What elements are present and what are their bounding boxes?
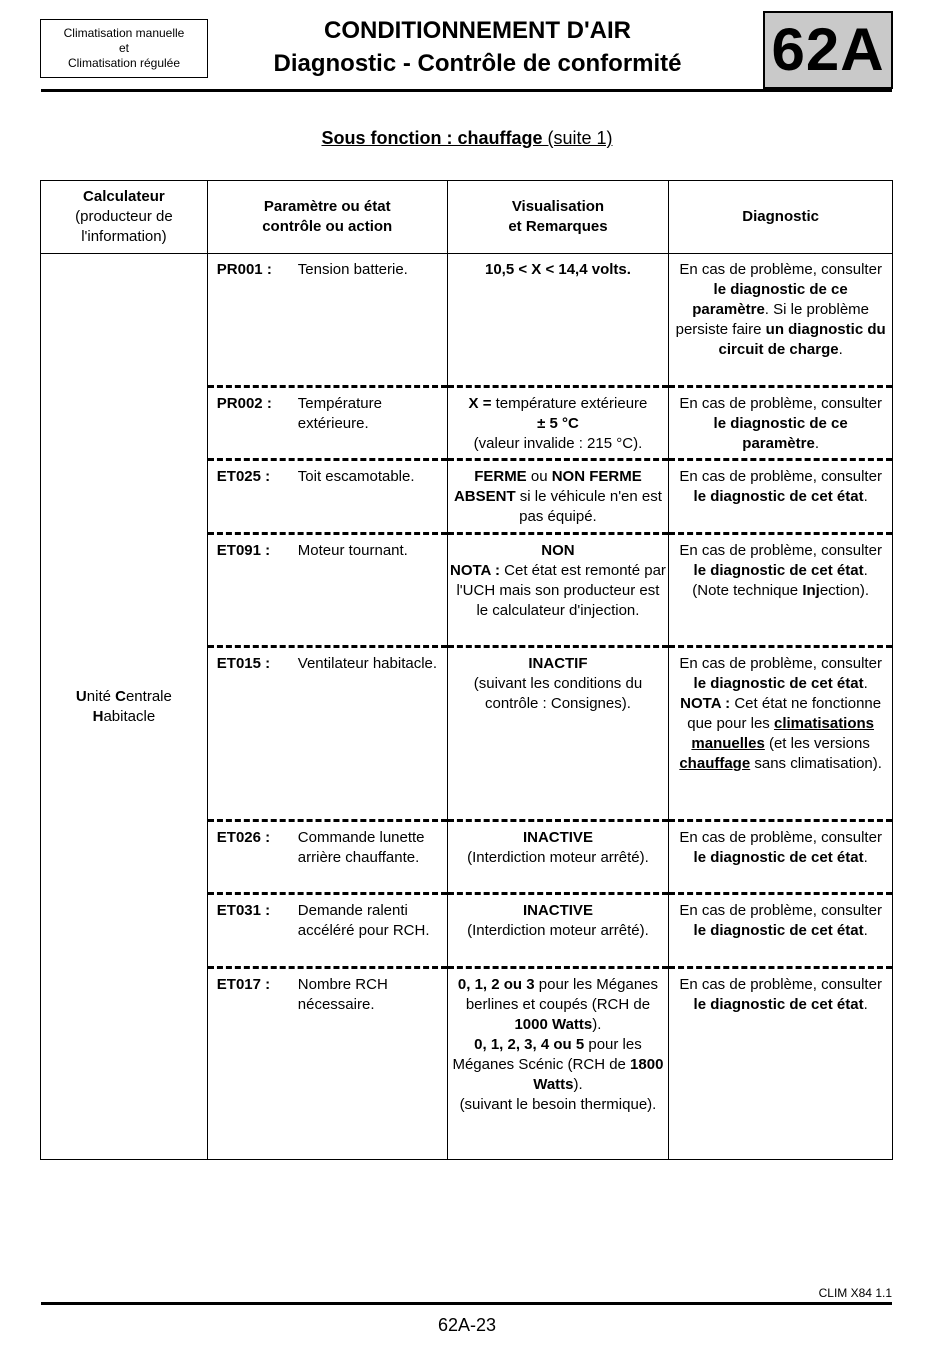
scope-line: et <box>118 41 129 55</box>
diag-text: le diagnostic de ce paramètre <box>713 415 848 452</box>
header-text: contrôle ou action <box>262 218 393 235</box>
vis-text: ± 5 °C <box>537 415 579 432</box>
calc-text: entrale <box>125 687 172 705</box>
scope-line: Climatisation manuelle <box>63 26 185 40</box>
header-text: et Remarques <box>508 218 608 235</box>
vis-text: (suivant les conditions du contrôle : Consignes). <box>473 675 643 712</box>
page-title <box>215 14 740 80</box>
param-label: Moteur tournant. <box>297 542 408 559</box>
diag-text: En cas de problème, consulter <box>679 468 882 485</box>
diagnostic-table <box>40 180 893 1160</box>
subsection-title <box>0 128 934 149</box>
param-code: ET091 : <box>216 542 271 559</box>
header-text: (producteur de <box>75 208 173 225</box>
vis-text: INACTIVE <box>522 902 593 919</box>
vis-text: NON FERME <box>551 468 642 485</box>
diag-cell <box>669 535 892 648</box>
diagnostic-column <box>669 254 893 1160</box>
scope-line: Climatisation régulée <box>67 56 181 70</box>
header-text: Visualisation <box>511 198 605 215</box>
diag-text: En cas de problème, consulter <box>679 395 882 412</box>
vis-cell <box>448 969 669 1159</box>
param-label: Demande ralenti accéléré pour RCH. <box>297 902 430 939</box>
diag-text: Inj <box>802 582 820 599</box>
diag-text: . <box>863 562 868 579</box>
diag-text: . Si le problème persiste faire <box>675 301 870 338</box>
vis-text: (Interdiction moteur arrêté). <box>467 849 649 866</box>
diag-text: . <box>863 488 868 505</box>
vis-cell <box>448 461 669 535</box>
diag-text: En cas de problème, consulter <box>679 655 882 672</box>
header-text: Calculateur <box>83 188 165 205</box>
diag-text: . <box>814 435 819 452</box>
param-code: PR001 : <box>216 261 272 278</box>
diag-text: le diagnostic de cet état <box>693 922 864 939</box>
visualisation-column <box>447 254 669 1160</box>
diag-text: ection). <box>819 582 870 599</box>
diag-text: En cas de problème, consulter <box>679 829 882 846</box>
header-diagnostic <box>669 181 893 254</box>
vis-text: 0, 1, 2 ou 3 <box>457 976 535 993</box>
diag-text: (Note technique <box>692 582 803 599</box>
diag-text: Cet état ne fonctionne que pour les <box>687 695 882 732</box>
header-calculateur <box>41 181 208 254</box>
diag-text: En cas de problème, consulter <box>679 542 882 559</box>
param-label: Toit escamotable. <box>297 468 415 485</box>
table-body-row <box>41 254 893 1160</box>
calc-text: nité <box>86 687 116 705</box>
calc-initial: U <box>75 687 87 705</box>
vis-cell <box>448 388 669 461</box>
param-code: PR002 : <box>216 395 272 412</box>
vis-text: 1000 Watts <box>514 1016 593 1033</box>
vis-cell <box>448 895 669 969</box>
diag-text: . <box>863 675 868 692</box>
vis-text: ). <box>573 1076 583 1093</box>
diag-text: . <box>863 849 868 866</box>
diag-text: . <box>863 996 868 1013</box>
vis-text: température extérieure <box>495 395 648 412</box>
document-reference: CLIM X84 1.1 <box>818 1286 892 1300</box>
diag-text: NOTA : <box>680 695 731 712</box>
diag-text: . <box>863 922 868 939</box>
diag-text: En cas de problème, consulter <box>679 976 882 993</box>
diag-text: chauffage <box>679 755 751 772</box>
calculateur-cell <box>41 254 208 1160</box>
vis-text: pour les Méganes berlines et coupés (RCH de <box>465 976 658 1013</box>
calc-text: abitacle <box>103 707 156 725</box>
param-code: ET031 : <box>216 902 271 919</box>
vis-text: INACTIF <box>528 655 588 672</box>
vis-cell <box>448 648 669 822</box>
calc-initial: C <box>115 687 126 705</box>
header-text: Paramètre ou état <box>263 198 391 215</box>
param-cell <box>208 535 447 648</box>
diag-text: un diagnostic du circuit de charge <box>718 321 886 358</box>
vis-cell <box>448 535 669 648</box>
vis-text: 1800 Watts <box>533 1056 664 1093</box>
diag-text: . <box>838 341 843 358</box>
param-code: ET017 : <box>216 976 271 993</box>
page-number: 62A-23 <box>437 1315 497 1335</box>
vis-cell <box>448 254 669 388</box>
diag-text: le diagnostic de cet état <box>693 849 864 866</box>
header-text: Diagnostic <box>742 208 819 225</box>
param-cell <box>208 461 447 535</box>
diag-cell <box>669 822 892 895</box>
param-cell <box>208 254 447 388</box>
param-cell <box>208 388 447 461</box>
table-header-row <box>41 181 893 254</box>
diag-cell <box>669 388 892 461</box>
vis-text: 0, 1, 2, 3, 4 ou 5 <box>474 1036 585 1053</box>
param-cell <box>208 969 447 1159</box>
vis-text: (Interdiction moteur arrêté). <box>467 922 649 939</box>
vis-text: 10,5 < X < 14,4 volts. <box>484 261 631 278</box>
vis-text: (suivant le besoin thermique). <box>459 1096 657 1113</box>
diag-text: le diagnostic de cet état <box>693 675 864 692</box>
header-parametre <box>207 181 447 254</box>
diag-cell <box>669 648 892 822</box>
param-code: ET025 : <box>216 468 271 485</box>
diag-text: sans climatisation). <box>750 755 882 772</box>
vis-cell <box>448 822 669 895</box>
vis-text: pour les Méganes Scénic (RCH de <box>452 1036 642 1073</box>
vis-text: INACTIVE <box>522 829 593 846</box>
param-label: Température extérieure. <box>297 395 382 432</box>
diag-cell <box>669 895 892 969</box>
diag-text: En cas de problème, consulter <box>679 261 882 278</box>
diag-cell <box>669 969 892 1159</box>
diag-text: En cas de problème, consulter <box>679 902 882 919</box>
calc-initial: H <box>92 707 104 725</box>
param-label: Ventilateur habitacle. <box>297 655 438 672</box>
footer-divider <box>41 1302 892 1305</box>
diag-text: (et les versions <box>764 735 870 752</box>
subtitle-bold: Sous fonction : chauffage <box>321 128 543 148</box>
vis-text: ). <box>592 1016 602 1033</box>
param-label: Nombre RCH nécessaire. <box>297 976 388 1013</box>
vis-text: NON <box>541 542 575 559</box>
param-cell <box>208 648 447 822</box>
vis-text: si le véhicule n'en est pas équipé. <box>515 488 662 525</box>
vis-text: X = <box>468 395 496 412</box>
vis-text: (valeur invalide : 215 °C). <box>473 435 643 452</box>
vis-text: Cet état est remonté par l'UCH mais son producteur est le calculateur d'injection. <box>456 562 666 619</box>
title-line-1: CONDITIONNEMENT D'AIR <box>323 17 632 44</box>
param-code: ET015 : <box>216 655 271 672</box>
section-code: 62A <box>763 11 893 89</box>
vis-text: ABSENT <box>453 488 516 505</box>
header-text: l'information) <box>81 228 167 245</box>
param-column <box>207 254 447 1160</box>
diag-text: le diagnostic de cet état <box>693 996 864 1013</box>
diag-text: le diagnostic de cet état <box>693 488 864 505</box>
diag-text: le diagnostic de cet état <box>693 562 864 579</box>
vis-text: NOTA : <box>449 562 500 579</box>
param-code: ET026 : <box>216 829 271 846</box>
param-cell <box>208 822 447 895</box>
vis-text: FERME <box>474 468 527 485</box>
diag-cell <box>669 254 892 388</box>
vis-text: ou <box>526 468 552 485</box>
param-label: Commande lunette arrière chauffante. <box>297 829 425 866</box>
header-visualisation <box>447 181 669 254</box>
param-cell <box>208 895 447 969</box>
scope-box <box>40 19 208 78</box>
diag-text: climatisations manuelles <box>691 715 875 752</box>
diag-cell <box>669 461 892 535</box>
subtitle-suffix: (suite 1) <box>542 128 613 148</box>
title-line-2: Diagnostic - Contrôle de conformité <box>273 50 682 77</box>
header-divider <box>41 89 892 92</box>
diag-text: le diagnostic de ce paramètre <box>692 281 848 318</box>
param-label: Tension batterie. <box>297 261 408 278</box>
